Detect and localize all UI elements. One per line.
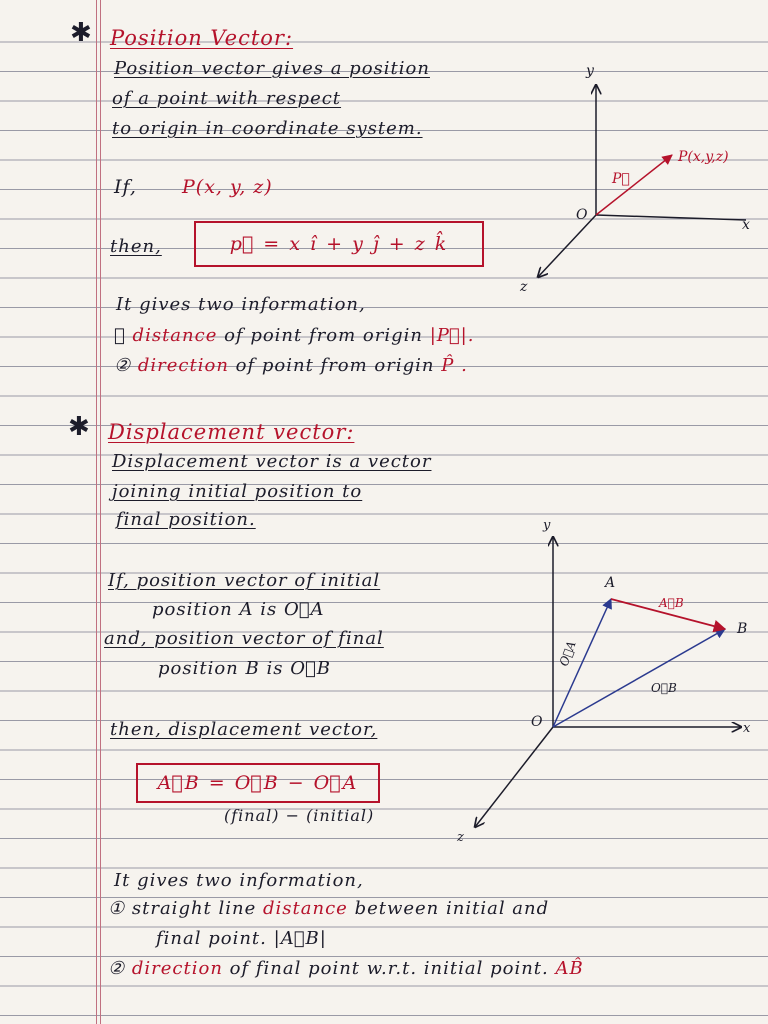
ab-label: A⃗B (659, 596, 684, 610)
displacement-vector-heading: Displacement vector: (108, 420, 355, 444)
ob-vector (553, 629, 725, 727)
info-2-keyword: direction (137, 355, 229, 376)
y-axis-label: y (586, 63, 594, 79)
ob-symbol: O⃗B (290, 658, 331, 679)
point-coordinates: P(x, y, z) (182, 176, 273, 198)
and-line-2 (158, 658, 331, 679)
y-axis-label: y (543, 518, 551, 533)
point-b-label: B (737, 621, 748, 637)
position-vector-equation: p⃗ = x î + y ĵ + z k̂ (194, 221, 484, 267)
and-line-2-text: position B is (158, 658, 284, 679)
info-item-2 (108, 958, 584, 979)
info-2-text: of final point w.r.t. initial point. (229, 958, 549, 979)
ob-label: O⃗B (651, 681, 677, 695)
star-bullet: ✱ (68, 412, 90, 442)
position-vector-heading: Position Vector: (110, 26, 294, 50)
point-a-label: A (605, 575, 616, 591)
info-intro: It gives two information, (116, 294, 366, 315)
z-axis (538, 215, 596, 277)
definition-line-3: final position. (116, 509, 256, 530)
equation-note: (final) − (initial) (224, 806, 375, 825)
definition-line-1: Displacement vector is a vector (112, 451, 432, 472)
then-line: then, displacement vector, (110, 719, 378, 740)
info-2-number: ② (108, 958, 126, 979)
displacement-equation: A⃗B = O⃗B − O⃗A (136, 763, 380, 803)
info-2-symbol: AB̂ (555, 958, 584, 979)
info-1-prefix: straight line (131, 898, 257, 919)
if-line-2-text: position A is (152, 599, 278, 620)
info-item-1-cont (156, 928, 327, 949)
definition-line-2: of a point with respect (112, 88, 342, 109)
info-1-keyword: distance (263, 898, 348, 919)
oa-label: O⃗A (556, 639, 579, 669)
info-1-number: ① (108, 898, 126, 919)
x-axis-label: x (742, 217, 750, 233)
vector-label: P⃗ (612, 171, 630, 187)
info-1-cont-text: final point. (156, 928, 267, 949)
definition-line-1: Position vector gives a position (114, 58, 430, 79)
displacement-vector-diagram (455, 515, 760, 845)
origin-label: O (576, 207, 588, 223)
if-label: If, (114, 176, 137, 198)
info-2-symbol: P̂ . (441, 355, 468, 376)
z-axis-label: z (520, 279, 528, 295)
origin-label: O (531, 714, 543, 730)
info-intro: It gives two information, (114, 870, 364, 891)
margin-line (100, 0, 101, 1024)
info-1-number: ① (114, 325, 126, 346)
info-item-2 (114, 355, 468, 376)
info-item-1 (108, 898, 549, 919)
if-line-1: If, position vector of initial (108, 570, 381, 591)
info-2-keyword: direction (131, 958, 223, 979)
info-1-keyword: distance (132, 325, 218, 346)
info-2-text: of point from origin (235, 355, 435, 376)
info-1-symbol: |P⃗|. (429, 325, 475, 346)
then-label: then, (110, 236, 162, 257)
if-line-2 (152, 599, 325, 620)
star-bullet: ✱ (70, 18, 92, 48)
z-axis-label: z (457, 830, 464, 845)
info-1-symbol: |A⃗B| (273, 928, 327, 949)
info-1-text: between initial and (354, 898, 550, 919)
position-vector-arrow (596, 155, 672, 215)
oa-symbol: O⃗A (283, 599, 325, 620)
margin-line (96, 0, 97, 1024)
info-item-1 (114, 325, 474, 346)
point-label: P(x,y,z) (678, 149, 729, 165)
definition-line-2: joining initial position to (112, 481, 363, 502)
x-axis (596, 215, 746, 220)
position-vector-diagram (520, 55, 768, 295)
z-axis (475, 727, 553, 827)
info-1-text: of point from origin (224, 325, 423, 346)
x-axis-label: x (743, 721, 751, 736)
definition-line-3: to origin in coordinate system. (112, 118, 423, 139)
info-2-number: ② (114, 355, 132, 376)
and-line-1: and, position vector of final (104, 628, 384, 649)
